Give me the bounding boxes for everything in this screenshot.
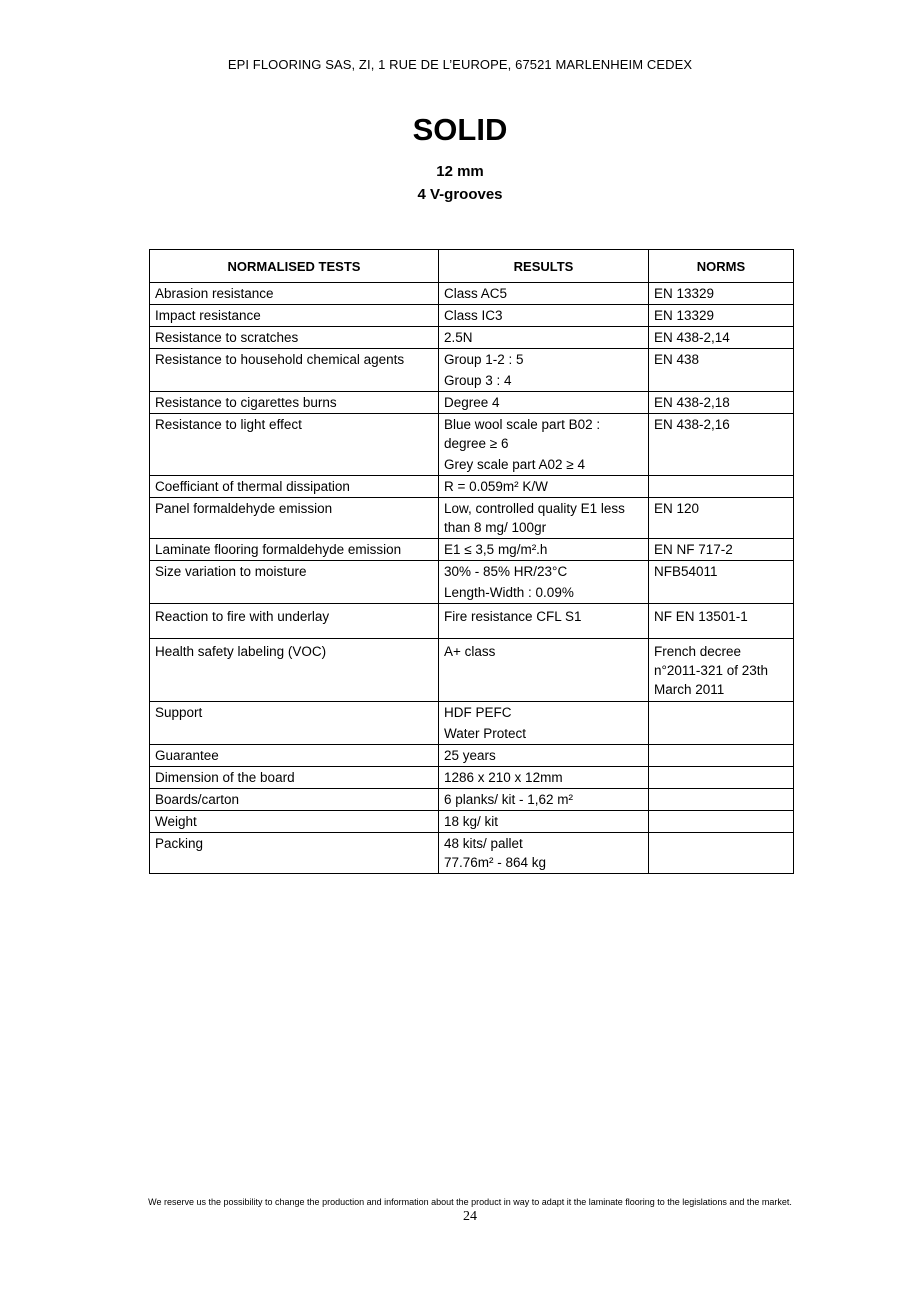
table-row (150, 327, 794, 349)
test-name: Resistance to light effect (155, 417, 302, 432)
test-name: Resistance to scratches (155, 330, 299, 345)
result-line: degree ≥ 6 (444, 436, 509, 451)
results-cell (439, 327, 649, 349)
result-line: Length-Width : 0.09% (444, 585, 574, 600)
table-row (150, 414, 794, 476)
product-thickness: 12 mm (436, 163, 484, 180)
table-row (150, 604, 794, 639)
test-name: Laminate flooring formaldehyde emission (155, 542, 402, 557)
result-line: Class IC3 (444, 308, 503, 323)
results-cell (439, 702, 649, 745)
result-line: Blue wool scale part B02 : (444, 417, 601, 432)
test-name: Weight (155, 814, 197, 829)
results-cell (439, 349, 649, 392)
header-norms: NORMS (649, 250, 794, 283)
test-name: Resistance to household chemical agents (155, 352, 405, 367)
table-row (150, 498, 794, 539)
results-cell (439, 539, 649, 561)
test-name-cell (150, 392, 439, 414)
test-name: Impact resistance (155, 308, 261, 323)
result-line: Grey scale part A02 ≥ 4 (444, 457, 585, 472)
test-name: Reaction to fire with underlay (155, 609, 330, 624)
result-line: Degree 4 (444, 395, 500, 410)
test-name-cell (150, 327, 439, 349)
table-row (150, 539, 794, 561)
test-name: Dimension of the board (155, 770, 295, 785)
test-name-cell (150, 639, 439, 702)
result-line: R = 0.059m² K/W (444, 479, 548, 494)
result-line: Water Protect (444, 726, 527, 741)
test-name-cell (150, 789, 439, 811)
result-line: 2.5N (444, 330, 473, 345)
test-name-cell (150, 349, 439, 392)
test-name: Abrasion resistance (155, 286, 274, 301)
norm-cell (649, 811, 794, 833)
test-name-cell (150, 498, 439, 539)
result-line: 1286 x 210 x 12mm (444, 770, 563, 785)
norm-line: EN 438-2,14 (654, 330, 730, 345)
results-cell (439, 305, 649, 327)
norm-cell (649, 327, 794, 349)
test-name-cell (150, 414, 439, 476)
results-cell (439, 789, 649, 811)
test-name: Health safety labeling (VOC) (155, 644, 327, 659)
norm-cell (649, 702, 794, 745)
test-name: Coefficiant of thermal dissipation (155, 479, 350, 494)
norm-line: EN NF 717-2 (654, 542, 733, 557)
result-line: 18 kg/ kit (444, 814, 499, 829)
norm-cell (649, 476, 794, 498)
test-name: Guarantee (155, 748, 219, 763)
norm-line: EN 438-2,16 (654, 417, 730, 432)
result-line: 25 years (444, 748, 496, 763)
norm-cell (649, 283, 794, 305)
result-line: than 8 mg/ 100gr (444, 520, 547, 535)
result-line: HDF PEFC (444, 705, 512, 720)
table-row (150, 392, 794, 414)
norm-line: EN 438 (654, 352, 700, 367)
result-line: Fire resistance CFL S1 (444, 609, 582, 624)
norm-line: EN 120 (654, 501, 700, 516)
norm-cell (649, 392, 794, 414)
test-name-cell (150, 811, 439, 833)
product-grooves: 4 V-grooves (417, 186, 503, 203)
normalised-tests-table (149, 249, 794, 874)
test-name: Boards/carton (155, 792, 240, 807)
norm-cell (649, 305, 794, 327)
results-cell (439, 745, 649, 767)
product-title: SOLID (412, 112, 508, 147)
norm-line: EN 438-2,18 (654, 395, 730, 410)
test-name: Resistance to cigarettes burns (155, 395, 337, 410)
table-row (150, 283, 794, 305)
table-row (150, 745, 794, 767)
norm-cell (649, 639, 794, 702)
norm-line: NF EN 13501-1 (654, 609, 748, 624)
table-row (150, 476, 794, 498)
test-name-cell (150, 702, 439, 745)
result-line: Class AC5 (444, 286, 508, 301)
results-cell (439, 767, 649, 789)
norm-cell (649, 349, 794, 392)
result-line: 48 kits/ pallet (444, 836, 523, 851)
norm-cell (649, 745, 794, 767)
test-name: Packing (155, 836, 204, 851)
test-name-cell (150, 305, 439, 327)
test-name-cell (150, 604, 439, 639)
result-line: Group 1-2 : 5 (444, 352, 524, 367)
norm-cell (649, 789, 794, 811)
norm-line: n°2011-321 of 23th (654, 663, 768, 678)
table-row (150, 639, 794, 702)
norm-cell (649, 833, 794, 874)
norm-cell (649, 539, 794, 561)
result-line: 30% - 85% HR/23°C (444, 564, 568, 579)
results-cell (439, 561, 649, 604)
page-number: 24 (463, 1209, 477, 1224)
results-cell (439, 476, 649, 498)
table-row (150, 767, 794, 789)
result-line: E1 ≤ 3,5 mg/m².h (444, 542, 548, 557)
test-name-cell (150, 767, 439, 789)
table-row (150, 811, 794, 833)
result-line: Low, controlled quality E1 less (444, 501, 625, 516)
norm-line: NFB54011 (654, 564, 718, 579)
test-name-cell (150, 833, 439, 874)
norm-cell (649, 414, 794, 476)
norm-line: EN 13329 (654, 308, 715, 323)
header-normalised-tests: NORMALISED TESTS (150, 250, 439, 283)
table-row (150, 349, 794, 392)
result-line: A+ class (444, 644, 496, 659)
results-cell (439, 833, 649, 874)
result-line: Group 3 : 4 (444, 373, 512, 388)
results-cell (439, 414, 649, 476)
norm-cell (649, 767, 794, 789)
test-name: Panel formaldehyde emission (155, 501, 333, 516)
disclaimer: We reserve us the possibility to change the production and information about the product in way to adapt it the laminate flooring to the legislations and the market. (148, 1197, 792, 1207)
test-name-cell (150, 745, 439, 767)
test-name-cell (150, 283, 439, 305)
company-address: EPI FLOORING SAS, ZI, 1 RUE DE L’EUROPE, 67521 MARLENHEIM CEDEX (227, 57, 693, 72)
results-cell (439, 604, 649, 639)
norm-line: EN 13329 (654, 286, 715, 301)
header-results: RESULTS (439, 250, 649, 283)
results-cell (439, 498, 649, 539)
test-name: Size variation to moisture (155, 564, 307, 579)
test-name-cell (150, 539, 439, 561)
norm-line: French decree (654, 644, 742, 659)
test-name: Support (155, 705, 203, 720)
norm-cell (649, 561, 794, 604)
test-name-cell (150, 561, 439, 604)
result-line: 6 planks/ kit - 1,62 m² (444, 792, 574, 807)
norm-line: March 2011 (654, 682, 725, 697)
table-header-row (150, 250, 794, 283)
norm-cell (649, 604, 794, 639)
table-row (150, 305, 794, 327)
results-cell (439, 639, 649, 702)
test-name-cell (150, 476, 439, 498)
table-row (150, 702, 794, 745)
table-row (150, 789, 794, 811)
results-cell (439, 811, 649, 833)
results-cell (439, 283, 649, 305)
results-cell (439, 392, 649, 414)
norm-cell (649, 498, 794, 539)
table-row (150, 561, 794, 604)
table-row (150, 833, 794, 874)
result-line: 77.76m² - 864 kg (444, 855, 547, 870)
